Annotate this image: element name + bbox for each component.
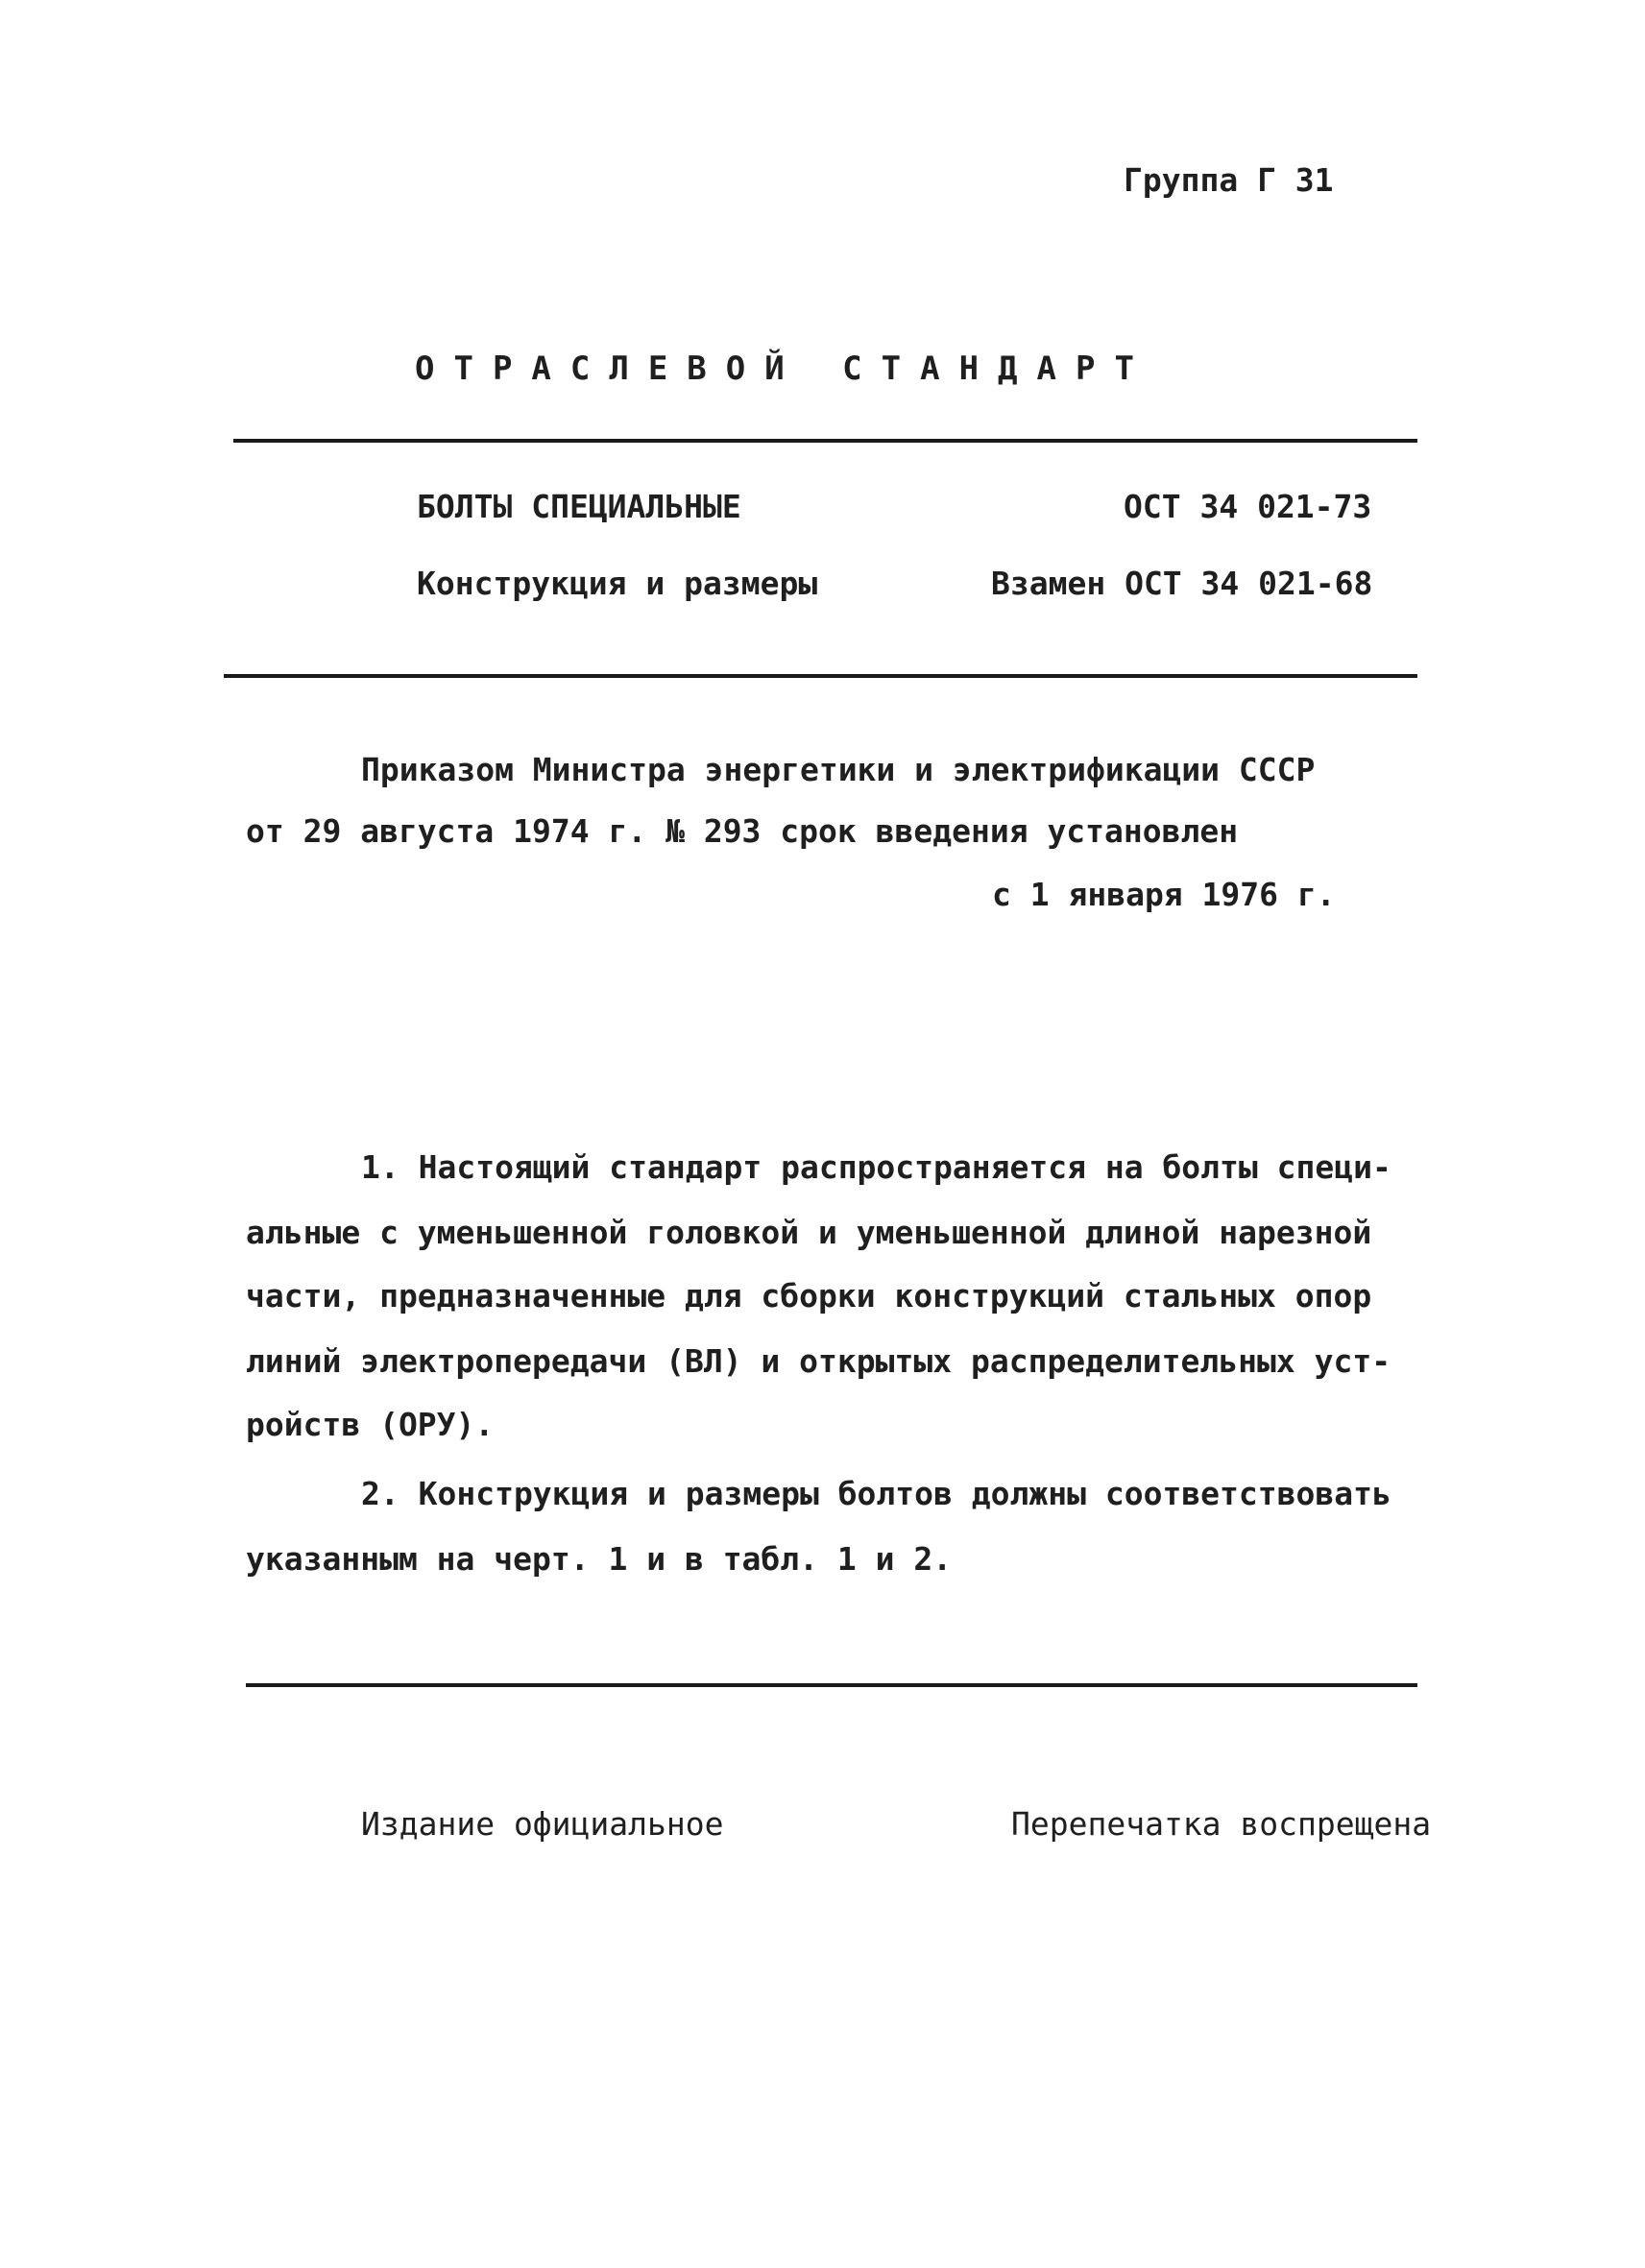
standard-code: ОСТ 34 021-73 (1124, 488, 1372, 525)
group-label: Группа Г 31 (1124, 161, 1334, 199)
standard-type-heading: ОТРАСЛЕВОЙ СТАНДАРТ (415, 350, 1153, 388)
paragraph-1-line: части, предназначенные для сборки конструкций стальных опор (246, 1277, 1372, 1315)
effective-date: с 1 января 1976 г. (992, 876, 1336, 913)
order-line: от 29 августа 1974 г. № 293 срок введения установлен (246, 812, 1239, 850)
paragraph-1-line: линий электропередачи (ВЛ) и открытых распределительных уст- (246, 1342, 1391, 1380)
product-subtitle: Конструкция и размеры (417, 565, 818, 602)
divider-top (233, 439, 1417, 443)
paragraph-1-line: 1. Настоящий стандарт распространяется на болты специ- (361, 1148, 1391, 1186)
paragraph-2-line: 2. Конструкция и размеры болтов должны соответствовать (361, 1475, 1391, 1512)
divider-middle (224, 674, 1417, 678)
replaces-standard: Взамен ОСТ 34 021-68 (991, 565, 1373, 602)
edition-note: Издание официальное (361, 1805, 724, 1843)
reprint-note: Перепечатка воспрещена (1011, 1805, 1432, 1843)
paragraph-1-line: ройств (ОРУ). (246, 1406, 495, 1443)
order-line: Приказом Министра энергетики и электрификации СССР (361, 751, 1316, 788)
divider-bottom (246, 1683, 1417, 1687)
product-title: БОЛТЫ СПЕЦИАЛЬНЫЕ (417, 488, 741, 525)
paragraph-1-line: альные с уменьшенной головкой и уменьшенной длиной нарезной (246, 1214, 1372, 1251)
paragraph-2-line: указанным на черт. 1 и в табл. 1 и 2. (246, 1540, 953, 1578)
